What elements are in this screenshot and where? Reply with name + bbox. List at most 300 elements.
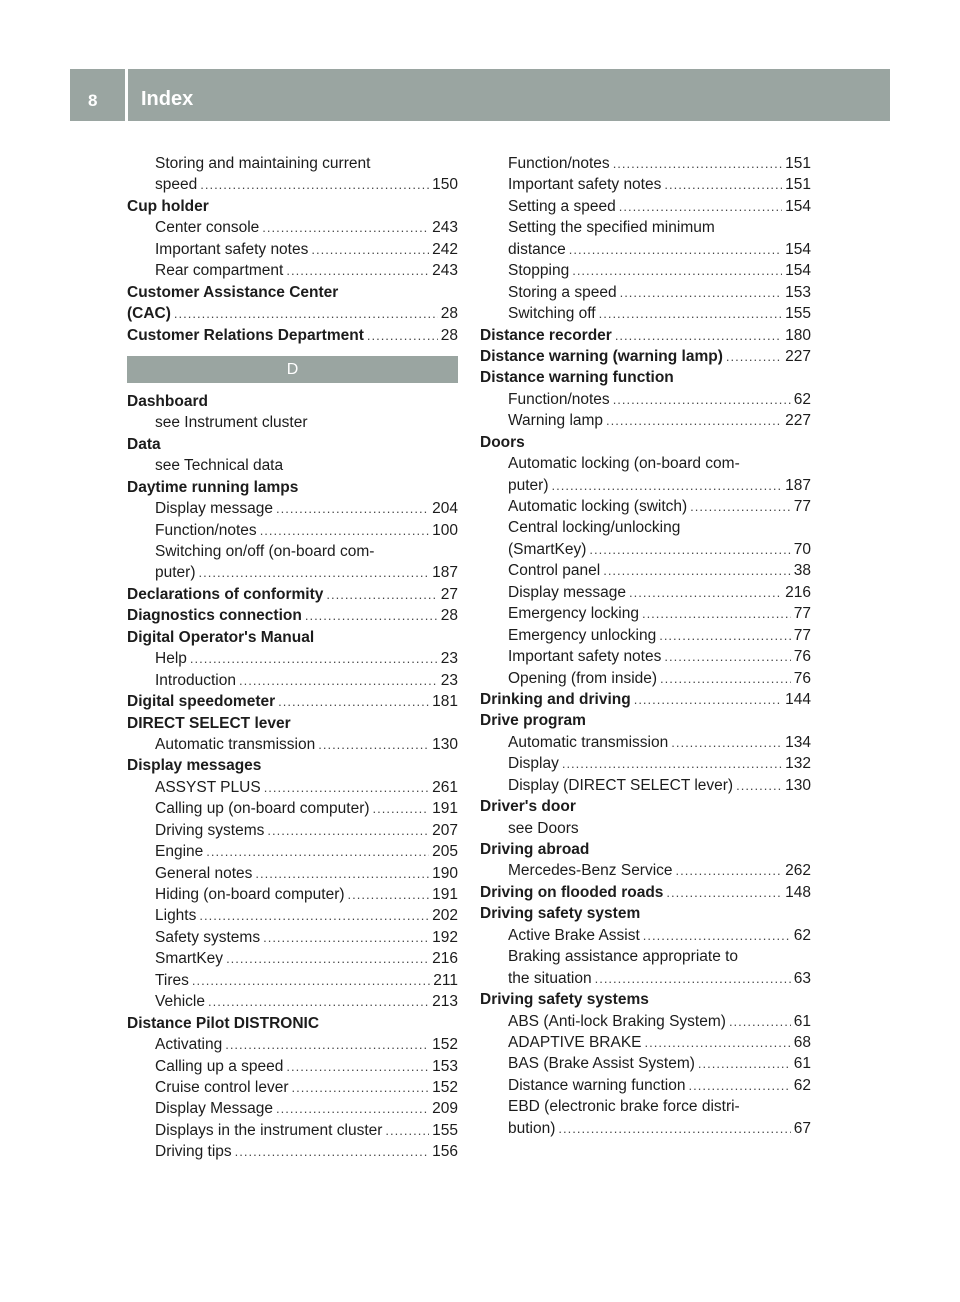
page-reference[interactable]: 202 bbox=[432, 907, 458, 925]
entry-text: Opening (from inside) bbox=[508, 669, 658, 687]
dot-leader bbox=[569, 239, 782, 260]
entry-text: EBD (electronic brake force distri- bbox=[508, 1098, 740, 1116]
index-subentry bbox=[480, 217, 811, 238]
entry-text: Setting a speed bbox=[508, 197, 616, 215]
dot-leader bbox=[619, 196, 782, 217]
dot-leader bbox=[367, 325, 438, 346]
index-subentry bbox=[127, 970, 458, 991]
page-reference[interactable]: 243 bbox=[432, 219, 458, 237]
entry-text: Important safety notes bbox=[155, 240, 309, 258]
page-reference[interactable]: 262 bbox=[785, 862, 811, 880]
page-reference[interactable]: 130 bbox=[432, 735, 458, 753]
index-subentry bbox=[127, 905, 458, 926]
entry-text: Driving safety systems bbox=[480, 991, 649, 1009]
index-subentry bbox=[127, 884, 458, 905]
dot-leader bbox=[603, 560, 791, 581]
section-title: Index bbox=[141, 88, 194, 110]
dot-leader bbox=[385, 1120, 429, 1141]
index-subentry bbox=[127, 798, 458, 819]
index-subentry bbox=[127, 1141, 458, 1162]
index-subentry bbox=[480, 196, 811, 217]
index-subentry bbox=[127, 217, 458, 238]
entry-text: Distance warning function bbox=[480, 369, 674, 387]
dot-leader bbox=[664, 646, 790, 667]
index-subentry bbox=[480, 946, 811, 967]
dot-leader bbox=[192, 970, 430, 991]
page-reference[interactable]: 132 bbox=[785, 755, 811, 773]
entry-text: Distance warning (warning lamp) bbox=[480, 347, 723, 365]
index-subentry bbox=[127, 562, 458, 583]
dot-leader bbox=[613, 153, 782, 174]
index-subentry bbox=[127, 734, 458, 755]
dot-leader bbox=[255, 863, 429, 884]
dot-leader bbox=[664, 174, 782, 195]
dot-leader bbox=[676, 860, 783, 881]
entry-text: Displays in the instrument cluster bbox=[155, 1121, 383, 1139]
dot-leader bbox=[276, 498, 429, 519]
index-entry bbox=[480, 882, 811, 903]
dot-leader bbox=[260, 520, 429, 541]
page-reference[interactable]: 187 bbox=[785, 476, 811, 494]
dot-leader bbox=[318, 734, 429, 755]
page-reference[interactable]: 150 bbox=[432, 176, 458, 194]
index-subentry bbox=[127, 1034, 458, 1055]
dot-leader bbox=[199, 562, 430, 583]
entry-text: Calling up a speed bbox=[155, 1057, 284, 1075]
index-subentry bbox=[480, 1053, 811, 1074]
entry-text: Function/notes bbox=[155, 521, 257, 539]
entry-text: General notes bbox=[155, 864, 253, 882]
index-subentry bbox=[127, 1120, 458, 1141]
index-subentry bbox=[480, 282, 811, 303]
dot-leader bbox=[264, 777, 429, 798]
index-subentry bbox=[127, 991, 458, 1012]
dot-leader bbox=[225, 1034, 429, 1055]
dot-leader bbox=[292, 1077, 430, 1098]
entry-text: Tires bbox=[155, 971, 189, 989]
index-subentry bbox=[127, 260, 458, 281]
index-subentry bbox=[480, 646, 811, 667]
page-reference[interactable]: 62 bbox=[793, 926, 811, 944]
index-subentry bbox=[480, 410, 811, 431]
dot-leader bbox=[206, 841, 429, 862]
index-entry bbox=[127, 713, 458, 734]
page-reference[interactable]: 77 bbox=[793, 498, 811, 515]
index-entry bbox=[127, 627, 458, 648]
page-reference[interactable]: 190 bbox=[432, 864, 458, 882]
page-reference[interactable]: 153 bbox=[432, 1057, 458, 1075]
dot-leader bbox=[208, 991, 429, 1012]
page-reference[interactable]: 62 bbox=[793, 390, 811, 408]
index-entry bbox=[480, 710, 811, 731]
page-reference[interactable]: 154 bbox=[785, 197, 811, 215]
entry-text: Warning lamp bbox=[508, 412, 604, 430]
index-subentry bbox=[127, 239, 458, 260]
entry-text: Lights bbox=[155, 907, 197, 925]
entry-text: Hiding (on-board computer) bbox=[155, 886, 345, 903]
entry-text: Vehicle bbox=[155, 993, 205, 1011]
page-reference[interactable]: 77 bbox=[793, 626, 811, 644]
page-reference[interactable]: 216 bbox=[432, 950, 458, 968]
entry-text: Driving safety system bbox=[480, 905, 641, 923]
header-divider bbox=[125, 69, 128, 121]
entry-text: speed bbox=[155, 176, 198, 194]
dot-leader bbox=[613, 389, 791, 410]
entry-text: bution) bbox=[508, 1119, 556, 1137]
entry-text: Display message bbox=[508, 583, 627, 601]
index-entry bbox=[127, 691, 458, 712]
page-reference[interactable]: 134 bbox=[785, 733, 811, 751]
dot-leader bbox=[729, 1011, 791, 1032]
entry-text: Stopping bbox=[508, 262, 570, 280]
index-entry bbox=[480, 367, 811, 388]
entry-text: Doors bbox=[480, 433, 525, 451]
entry-text: Customer Assistance Center bbox=[127, 283, 339, 301]
entry-text: Introduction bbox=[155, 671, 236, 689]
index-entry bbox=[127, 303, 458, 324]
dot-leader bbox=[589, 539, 790, 560]
index-subentry bbox=[127, 520, 458, 541]
dot-leader bbox=[199, 905, 429, 926]
index-subentry bbox=[480, 496, 811, 517]
index-entry bbox=[127, 605, 458, 626]
page-reference[interactable]: 211 bbox=[433, 971, 458, 989]
page-reference[interactable]: 23 bbox=[440, 650, 458, 668]
entry-text: Drinking and driving bbox=[480, 690, 631, 708]
page-reference[interactable]: 151 bbox=[785, 176, 811, 194]
index-subentry bbox=[127, 412, 458, 433]
entry-text: (CAC) bbox=[127, 305, 171, 323]
dot-leader bbox=[634, 689, 782, 710]
index-subentry bbox=[127, 174, 458, 195]
entry-text: Braking assistance appropriate to bbox=[508, 948, 739, 966]
entry-text: see Instrument cluster bbox=[155, 414, 308, 432]
entry-text: Display bbox=[508, 755, 559, 773]
index-subentry bbox=[480, 860, 811, 881]
entry-text: Driving abroad bbox=[480, 841, 590, 858]
index-subentry bbox=[127, 777, 458, 798]
dot-leader bbox=[286, 260, 429, 281]
entry-text: BAS (Brake Assist System) bbox=[508, 1055, 695, 1073]
dot-leader bbox=[200, 174, 429, 195]
index-entry bbox=[127, 584, 458, 605]
dot-leader bbox=[552, 475, 783, 496]
entry-text: Mercedes-Benz Service bbox=[508, 862, 673, 880]
entry-text: Switching off bbox=[508, 305, 596, 323]
index-subentry bbox=[127, 927, 458, 948]
page-reference[interactable]: 181 bbox=[432, 693, 458, 711]
entry-text: Display message bbox=[155, 500, 274, 518]
index-subentry bbox=[480, 925, 811, 946]
entry-text: Engine bbox=[155, 843, 204, 861]
page-reference[interactable]: 70 bbox=[793, 540, 811, 558]
index-column-left bbox=[127, 153, 458, 1163]
entry-text: Calling up (on-board computer) bbox=[155, 800, 370, 818]
entry-text: Switching on/off (on-board com- bbox=[155, 543, 375, 560]
index-subentry bbox=[127, 863, 458, 884]
index-entry bbox=[480, 325, 811, 346]
page-reference[interactable]: 187 bbox=[432, 564, 458, 582]
page-reference[interactable]: 28 bbox=[440, 305, 458, 323]
entry-text: Diagnostics connection bbox=[127, 607, 302, 625]
dot-leader bbox=[645, 1032, 791, 1053]
index-entry bbox=[127, 434, 458, 455]
entry-text: Daytime running lamps bbox=[127, 478, 299, 496]
index-entry bbox=[127, 477, 458, 498]
page-reference[interactable]: 204 bbox=[432, 500, 458, 518]
page-reference[interactable]: 62 bbox=[793, 1076, 811, 1094]
page-reference[interactable]: 209 bbox=[432, 1100, 458, 1118]
index-subentry bbox=[127, 455, 458, 476]
dot-leader bbox=[572, 260, 782, 281]
page-reference[interactable]: 213 bbox=[432, 993, 458, 1011]
entry-text: Activating bbox=[155, 1036, 223, 1054]
dot-leader bbox=[698, 1053, 791, 1074]
index-entry bbox=[480, 903, 811, 924]
page-reference[interactable]: 155 bbox=[785, 305, 811, 323]
entry-text: Digital speedometer bbox=[127, 693, 276, 711]
index-subentry bbox=[127, 948, 458, 969]
entry-text: ADAPTIVE BRAKE bbox=[508, 1033, 642, 1051]
entry-text: ASSYST PLUS bbox=[155, 778, 261, 796]
index-subentry bbox=[127, 1077, 458, 1098]
entry-text: Distance recorder bbox=[480, 326, 612, 344]
index-entry bbox=[127, 325, 458, 346]
dot-leader bbox=[606, 410, 782, 431]
index-entry bbox=[127, 755, 458, 776]
dot-leader bbox=[615, 325, 782, 346]
index-subentry bbox=[480, 303, 811, 324]
index-entry bbox=[480, 689, 811, 710]
entry-text: Emergency locking bbox=[508, 605, 639, 623]
dot-leader bbox=[373, 798, 430, 819]
dot-leader bbox=[267, 820, 429, 841]
entry-text: Control panel bbox=[508, 562, 601, 580]
page-reference[interactable]: 28 bbox=[440, 607, 458, 625]
index-subentry bbox=[480, 539, 811, 560]
page-reference[interactable]: 227 bbox=[785, 412, 811, 430]
dot-leader bbox=[262, 217, 429, 238]
page-reference[interactable]: 261 bbox=[432, 778, 458, 796]
dot-leader bbox=[263, 927, 429, 948]
dot-leader bbox=[726, 346, 782, 367]
index-subentry bbox=[480, 1032, 811, 1053]
dot-leader bbox=[558, 1118, 790, 1139]
index-subentry bbox=[480, 1011, 811, 1032]
page-reference[interactable]: 243 bbox=[432, 262, 458, 280]
entry-text: Dashboard bbox=[127, 392, 208, 410]
index-letter-heading: D bbox=[127, 356, 458, 383]
index-subentry bbox=[480, 174, 811, 195]
entry-text: Automatic locking (on-board com- bbox=[508, 455, 740, 473]
index-subentry bbox=[480, 475, 811, 496]
index-subentry bbox=[480, 389, 811, 410]
index-subentry bbox=[480, 517, 811, 538]
entry-text: Cruise control lever bbox=[155, 1078, 289, 1096]
dot-leader bbox=[660, 668, 791, 689]
page-reference[interactable]: 76 bbox=[793, 669, 811, 687]
page-reference[interactable]: 63 bbox=[793, 969, 811, 987]
entry-text: see Technical data bbox=[155, 457, 284, 475]
index-column-right bbox=[480, 153, 811, 1139]
index-subentry bbox=[127, 648, 458, 669]
dot-leader bbox=[599, 303, 783, 324]
page-reference[interactable]: 153 bbox=[785, 283, 811, 301]
dot-leader bbox=[239, 670, 438, 691]
entry-text: DIRECT SELECT lever bbox=[127, 714, 291, 732]
index-subentry bbox=[480, 625, 811, 646]
dot-leader bbox=[643, 925, 791, 946]
page-reference[interactable]: 154 bbox=[785, 262, 811, 280]
entry-text: Cup holder bbox=[127, 197, 209, 215]
entry-text: Digital Operator's Manual bbox=[127, 628, 315, 646]
dot-leader bbox=[190, 648, 438, 669]
entry-text: Display (DIRECT SELECT lever) bbox=[508, 776, 734, 794]
page-reference[interactable]: 148 bbox=[785, 883, 811, 901]
entry-text: Display Message bbox=[155, 1100, 274, 1118]
dot-leader bbox=[620, 282, 783, 303]
index-subentry bbox=[480, 260, 811, 281]
entry-text: puter) bbox=[508, 476, 549, 494]
page-reference[interactable]: 216 bbox=[785, 583, 811, 601]
entry-text: Driving tips bbox=[155, 1143, 232, 1161]
page-reference[interactable]: 27 bbox=[440, 585, 458, 603]
entry-text: Safety systems bbox=[155, 928, 261, 946]
index-subentry bbox=[127, 841, 458, 862]
page-reference[interactable]: 192 bbox=[432, 928, 458, 946]
index-subentry bbox=[127, 1056, 458, 1077]
index-entry bbox=[480, 432, 811, 453]
page-reference[interactable]: 130 bbox=[785, 776, 811, 794]
page-reference[interactable]: 191 bbox=[432, 886, 458, 903]
index-subentry bbox=[127, 1098, 458, 1119]
index-entry bbox=[480, 346, 811, 367]
page-reference[interactable]: 205 bbox=[432, 843, 458, 861]
index-subentry bbox=[480, 1075, 811, 1096]
dot-leader bbox=[235, 1141, 429, 1162]
entry-text: the situation bbox=[508, 969, 592, 987]
entry-text: Storing a speed bbox=[508, 283, 617, 301]
entry-text: Automatic transmission bbox=[508, 733, 669, 751]
page-reference[interactable]: 227 bbox=[785, 347, 811, 365]
entry-text: Automatic locking (switch) bbox=[508, 498, 688, 515]
dot-leader bbox=[562, 753, 782, 774]
entry-text: Driver's door bbox=[480, 798, 576, 816]
dot-leader bbox=[629, 582, 782, 603]
index-subentry bbox=[480, 1096, 811, 1117]
entry-text: Center console bbox=[155, 219, 260, 237]
page-reference[interactable]: 152 bbox=[432, 1078, 458, 1096]
entry-text: Driving systems bbox=[155, 821, 265, 839]
dot-leader bbox=[276, 1098, 429, 1119]
entry-text: (SmartKey) bbox=[508, 540, 587, 558]
page-reference[interactable]: 77 bbox=[793, 605, 811, 623]
dot-leader bbox=[278, 691, 429, 712]
index-subentry bbox=[480, 732, 811, 753]
dot-leader bbox=[671, 732, 782, 753]
page-reference[interactable]: 61 bbox=[793, 1012, 811, 1030]
page-reference[interactable]: 152 bbox=[432, 1036, 458, 1054]
page-number: 8 bbox=[88, 91, 98, 110]
entry-text: Setting the specified minimum bbox=[508, 219, 715, 237]
index-subentry bbox=[480, 968, 811, 989]
entry-text: puter) bbox=[155, 564, 196, 582]
index-subentry bbox=[127, 498, 458, 519]
entry-text: Display messages bbox=[127, 757, 262, 775]
entry-text: Data bbox=[127, 435, 161, 453]
entry-text: Help bbox=[155, 650, 187, 668]
index-entry bbox=[480, 796, 811, 817]
dot-leader bbox=[305, 605, 438, 626]
page-reference[interactable]: 38 bbox=[793, 562, 811, 580]
page-reference[interactable]: 23 bbox=[440, 671, 458, 689]
entry-text: Storing and maintaining current bbox=[155, 155, 371, 172]
entry-text: Function/notes bbox=[508, 390, 610, 408]
index-subentry bbox=[480, 775, 811, 796]
page-reference[interactable]: 151 bbox=[785, 155, 811, 172]
index-subentry bbox=[127, 820, 458, 841]
page-reference[interactable]: 242 bbox=[432, 240, 458, 258]
entry-text: Active Brake Assist bbox=[508, 926, 640, 944]
page-header bbox=[70, 69, 890, 121]
page-reference[interactable]: 76 bbox=[793, 648, 811, 666]
entry-text: SmartKey bbox=[155, 950, 224, 968]
entry-text: ABS (Anti-lock Braking System) bbox=[508, 1012, 726, 1030]
page-reference[interactable]: 61 bbox=[793, 1055, 811, 1073]
page-reference[interactable]: 155 bbox=[432, 1121, 458, 1139]
dot-leader bbox=[642, 603, 791, 624]
page-reference[interactable]: 100 bbox=[432, 521, 458, 539]
index-subentry bbox=[127, 541, 458, 562]
index-subentry bbox=[480, 753, 811, 774]
entry-text: Central locking/unlocking bbox=[508, 519, 681, 537]
dot-leader bbox=[226, 948, 429, 969]
page-reference[interactable]: 28 bbox=[440, 326, 458, 344]
page-reference[interactable]: 191 bbox=[432, 800, 458, 818]
entry-text: Distance warning function bbox=[508, 1076, 686, 1094]
page-reference[interactable]: 154 bbox=[785, 240, 811, 258]
page-reference[interactable]: 156 bbox=[432, 1143, 458, 1161]
index-subentry bbox=[480, 153, 811, 174]
page-reference[interactable]: 180 bbox=[785, 326, 811, 344]
page-reference[interactable]: 67 bbox=[793, 1119, 811, 1137]
entry-text: Drive program bbox=[480, 712, 586, 730]
page-reference[interactable]: 207 bbox=[432, 821, 458, 839]
page-reference[interactable]: 68 bbox=[793, 1033, 811, 1051]
index-entry bbox=[127, 196, 458, 217]
dot-leader bbox=[326, 584, 437, 605]
index-entry bbox=[480, 839, 811, 860]
entry-text: Important safety notes bbox=[508, 176, 662, 194]
index-entry bbox=[127, 391, 458, 412]
index-subentry bbox=[127, 153, 458, 174]
index-subentry bbox=[480, 582, 811, 603]
index-subentry bbox=[480, 453, 811, 474]
dot-leader bbox=[666, 882, 782, 903]
index-subentry bbox=[127, 670, 458, 691]
dot-leader bbox=[690, 496, 791, 517]
index-subentry bbox=[480, 603, 811, 624]
dot-leader bbox=[689, 1075, 791, 1096]
dot-leader bbox=[286, 1056, 429, 1077]
dot-leader bbox=[311, 239, 429, 260]
page-reference[interactable]: 144 bbox=[785, 690, 811, 708]
index-entry bbox=[127, 282, 458, 303]
index-subentry bbox=[480, 668, 811, 689]
entry-text: Driving on flooded roads bbox=[480, 883, 664, 901]
entry-text: Distance Pilot DISTRONIC bbox=[127, 1014, 320, 1032]
dot-leader bbox=[736, 775, 782, 796]
